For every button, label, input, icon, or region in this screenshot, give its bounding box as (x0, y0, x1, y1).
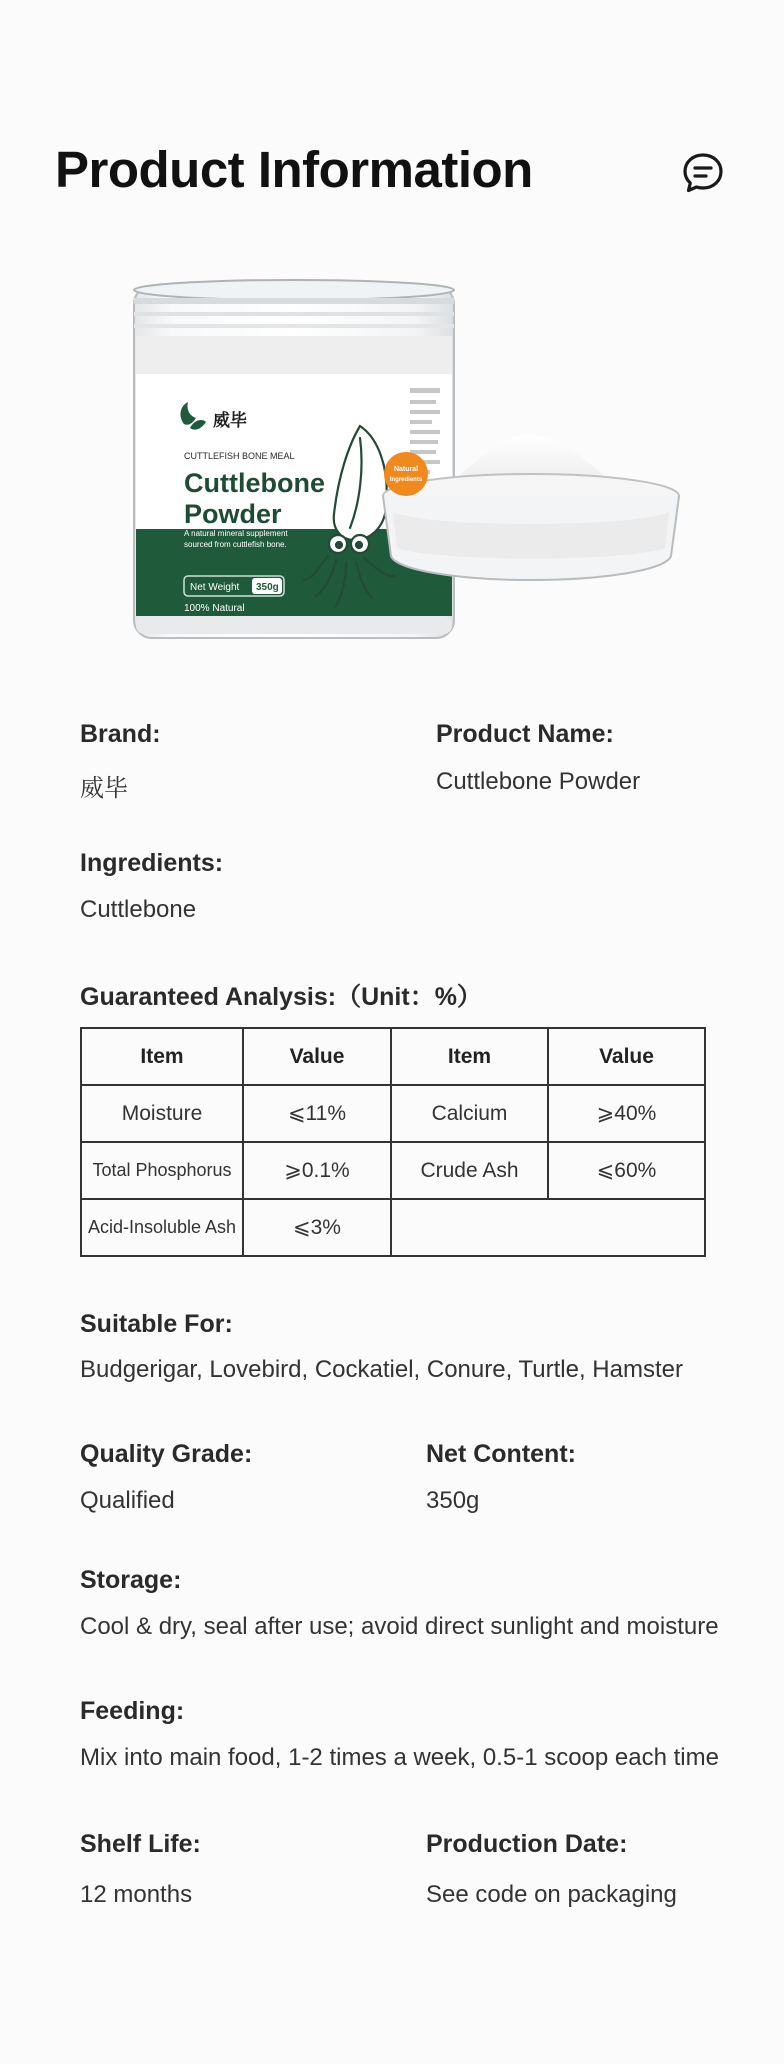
storage-value: Cool & dry, seal after use; avoid direct sunlight and moisture (80, 1613, 719, 1640)
label-brand-text: 威毕 (213, 411, 247, 431)
label-desc-line2: sourced from cuttlefish bone. (184, 540, 287, 549)
page-title: Product Information (55, 141, 533, 198)
production-date-value: See code on packaging (426, 1881, 677, 1908)
table-cell: ⩾40% (548, 1085, 705, 1142)
table-cell: Total Phosphorus (81, 1142, 243, 1199)
quality-grade-label: Quality Grade: (80, 1440, 253, 1468)
suitable-for-label: Suitable For: (80, 1310, 233, 1338)
table-cell: Moisture (81, 1085, 243, 1142)
table-row (81, 1199, 705, 1256)
table-header-cell: Item (81, 1028, 243, 1085)
label-desc-line1: A natural mineral supplement (184, 529, 288, 538)
svg-text:Natural: Natural (393, 466, 419, 473)
table-header-cell: Item (391, 1028, 548, 1085)
table-cell: Crude Ash (391, 1142, 548, 1199)
suitable-for-value: Budgerigar, Lovebird, Cockatiel, Conure, Turtle, Hamster (80, 1356, 683, 1383)
chat-button[interactable] (680, 150, 726, 196)
production-date-label: Production Date: (426, 1830, 628, 1858)
table-cell: ⩾0.1% (243, 1142, 391, 1199)
net-content-value: 350g (426, 1487, 480, 1514)
net-content-label: Net Content: (426, 1440, 576, 1468)
product-name-value: Cuttlebone Powder (436, 768, 641, 795)
chat-bubble-icon (680, 150, 726, 196)
analysis-table (80, 1027, 706, 1257)
natural-sticker (384, 452, 428, 496)
table-cell: ⩽11% (243, 1085, 391, 1142)
label-net-weight-value: 350g (256, 582, 279, 593)
label-name-line2: Powder (184, 499, 282, 529)
table-cell: Calcium (391, 1085, 548, 1142)
brand-value: 威毕 (80, 775, 128, 802)
table-header-cell: Value (548, 1028, 705, 1085)
brand-label: Brand: (80, 720, 161, 748)
product-image (128, 278, 680, 668)
label-name-line1: Cuttlebone (184, 468, 325, 498)
table-header-cell: Value (243, 1028, 391, 1085)
label-subtitle: CUTTLEFISH BONE MEAL (184, 451, 295, 461)
product-name-label: Product Name: (436, 720, 614, 748)
feeding-label: Feeding: (80, 1697, 185, 1725)
svg-text:Ingredients: Ingredients (389, 477, 423, 483)
analysis-label: Guaranteed Analysis:（Unit：%） (80, 983, 482, 1011)
feeding-value: Mix into main food, 1-2 times a week, 0.5-1 scoop each time (80, 1744, 719, 1771)
label-natural: 100% Natural (184, 603, 245, 614)
table-cell: ⩽3% (243, 1199, 391, 1256)
ingredients-label: Ingredients: (80, 849, 224, 877)
table-row (81, 1142, 705, 1199)
table-header-row (81, 1028, 705, 1085)
quality-grade-value: Qualified (80, 1487, 175, 1514)
shelf-life-label: Shelf Life: (80, 1830, 201, 1858)
shelf-life-value: 12 months (80, 1881, 193, 1908)
label-net-weight: Net Weight (190, 582, 240, 593)
table-cell: Acid-Insoluble Ash (81, 1199, 243, 1256)
table-row (81, 1085, 705, 1142)
storage-label: Storage: (80, 1566, 182, 1594)
ingredients-value: Cuttlebone (80, 896, 197, 923)
table-cell-empty (391, 1199, 705, 1256)
table-cell: ⩽60% (548, 1142, 705, 1199)
